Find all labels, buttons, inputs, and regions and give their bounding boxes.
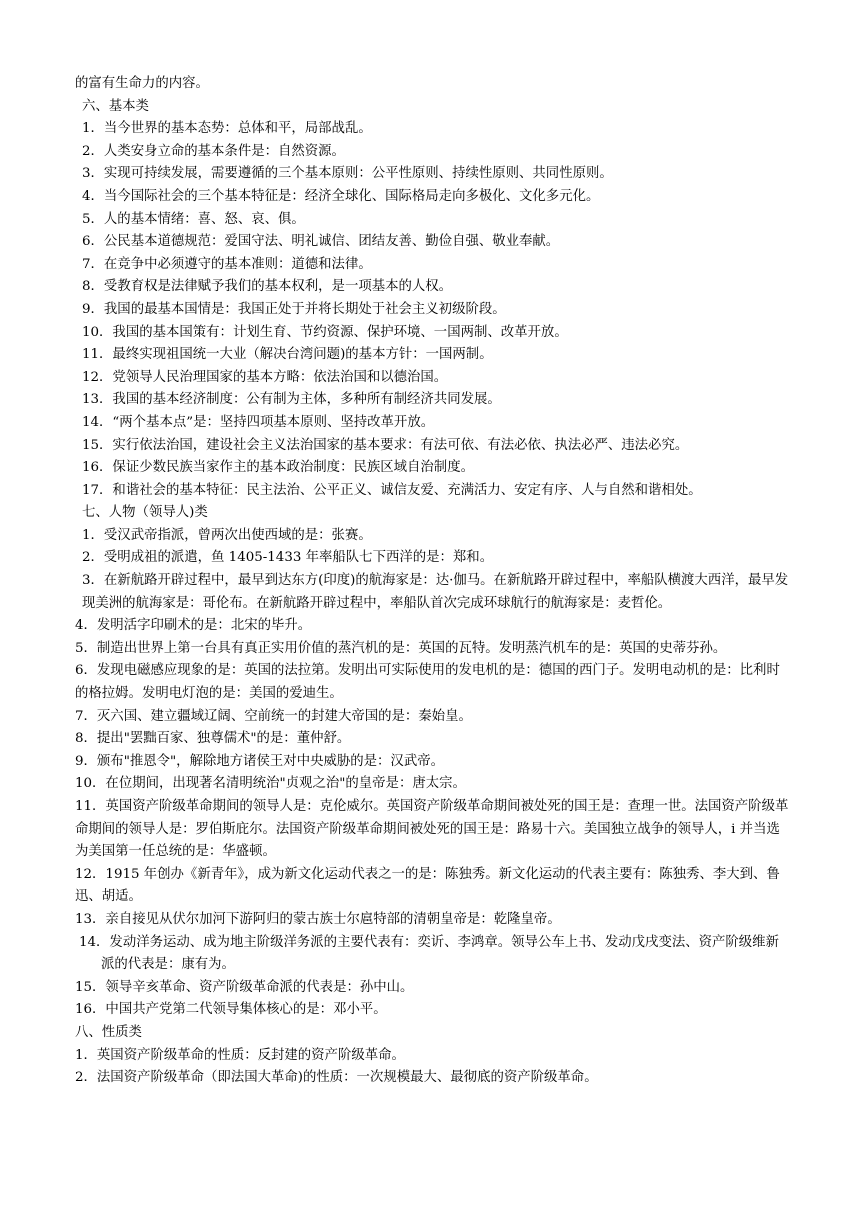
list-item: 4．发明活字印刷术的是：北宋的毕升。 bbox=[75, 618, 312, 634]
list-item: 14．“两个基本点”是：坚持四项基本原则、坚持改革开放。 bbox=[82, 414, 435, 430]
list-item: 2．受明成祖的派遣，鱼 1405-1433 年率船队七下西洋的是：郑和。 bbox=[82, 550, 494, 566]
list-item: 5．制造出世界上第一台具有真正实用价值的蒸汽机的是：英国的瓦特。发明蒸汽机车的是：英国的史蒂芬孙。 bbox=[75, 640, 727, 656]
document-page bbox=[75, 73, 791, 1090]
list-item: 16．保证少数民族当家作主的基本政治制度：民族区域自治制度。 bbox=[82, 460, 474, 476]
list-item: 10．我国的基本国策有：计划生育、节约资源、保护环境、一国两制、改革开放。 bbox=[82, 324, 568, 340]
section-heading: 六、基本类 bbox=[82, 98, 149, 114]
list-item: 3．在新航路开辟过程中，最早到达东方(印度)的航海家是：达·伽马。在新航路开辟过程中，率船队横渡大西洋，最早发现美洲的航海家是：哥伦布。在新航路开辟过程中，率船队首次完成环球航行的航海家是：麦哲伦。 bbox=[82, 573, 789, 611]
list-item: 10．在位期间，出现著名清明统治"贞观之治"的皇帝是：唐太宗。 bbox=[75, 776, 466, 792]
list-item: 7．在竞争中必须遵守的基本准则：道德和法律。 bbox=[82, 256, 372, 272]
list-item: 6．发现电磁感应现象的是：英国的法拉第。发明出可实际使用的发电机的是：德国的西门子。发明电动机的是：比利时的格拉姆。发明电灯泡的是：美国的爱迪生。 bbox=[75, 663, 780, 702]
list-item: 15．领导辛亥革命、资产阶级革命派的代表是：孙中山。 bbox=[75, 979, 414, 995]
list-item: 11．最终实现祖国统一大业（解决台湾问题)的基本方针：一国两制。 bbox=[82, 347, 493, 363]
list-item: 11．英国资产阶级革命期间的领导人是：克伦威尔。英国资产阶级革命期间被处死的国王是：查理一世。法国资产阶级革命期间的领导人是：罗伯斯庇尔。法国资产阶级革命期间被处死的国王是：路易十六。美国独立战争的领导人，i 并当选为美国第一任总统的是：华盛顿。 bbox=[75, 799, 789, 860]
list-item: 9．颁布"推恩令"，解除地方诸侯王对中央威胁的是：汉武帝。 bbox=[75, 753, 444, 769]
list-item: 14．发动洋务运动、成为地主阶级洋务派的主要代表有：奕䜣、李鸿章。领导公车上书、发动戊戌变法、资产阶级维新派的代表是：康有为。 bbox=[79, 934, 779, 973]
list-item: 15．实行依法治国，建设社会主义法治国家的基本要求：有法可依、有法必依、执法必严、违法必究。 bbox=[82, 437, 689, 453]
list-item: 1．当今世界的基本态势：总体和平，局部战乱。 bbox=[82, 121, 372, 137]
list-item: 7．灭六国、建立疆域辽阔、空前统一的封建大帝国的是：秦始皇。 bbox=[75, 708, 472, 724]
list-item: 3．实现可持续发展，需要遵循的三个基本原则：公平性原则、持续性原则、共同性原则。 bbox=[82, 166, 613, 182]
list-item: 9．我国的最基本国情是：我国正处于并将长期处于社会主义初级阶段。 bbox=[82, 301, 506, 317]
list-item: 16．中国共产党第二代领导集体核心的是：邓小平。 bbox=[75, 1002, 387, 1018]
list-item: 17．和谐社会的基本特征：民主法治、公平正义、诚信友爱、充满活力、安定有序、人与自然和谐相处。 bbox=[82, 482, 702, 498]
list-item: 5．人的基本情绪：喜、怒、哀、俱。 bbox=[82, 211, 305, 227]
list-item: 2．法国资产阶级革命（即法国大革命)的性质：一次规模最大、最彻底的资产阶级革命。 bbox=[75, 1070, 598, 1086]
section-heading: 八、性质类 bbox=[75, 1024, 142, 1040]
section-heading: 七、人物（领导人)类 bbox=[82, 505, 208, 521]
list-item: 4．当今国际社会的三个基本特征是：经济全球化、国际格局走向多极化、文化多元化。 bbox=[82, 188, 600, 204]
list-item: 1．受汉武帝指派，曾两次出使西域的是：张赛。 bbox=[82, 527, 372, 543]
text-line: 的富有生命力的内容。 bbox=[75, 76, 209, 91]
list-item: 8．受教育权是法律赋予我们的基本权利，是一项基本的人权。 bbox=[82, 279, 453, 295]
list-item: 12．1915 年创办《新青年》，成为新文化运动代表之一的是：陈独秀。新文化运动的代表主要有：陈独秀、李大到、鲁迅、胡适。 bbox=[75, 866, 780, 905]
list-item: 1．英国资产阶级革命的性质：反封建的资产阶级革命。 bbox=[75, 1047, 405, 1063]
list-item: 2．人类安身立命的基本条件是：自然资源。 bbox=[82, 143, 345, 159]
list-item: 13．亲自接见从伏尔加河下游阿归的蒙古族士尔扈特部的清朝皇帝是：乾隆皇帝。 bbox=[75, 911, 561, 927]
list-item: 12．党领导人民治理国家的基本方略：依法治国和以德治国。 bbox=[82, 369, 448, 385]
list-item: 6．公民基本道德规范：爱国守法、明礼诚信、团结友善、勤俭自强、敬业奉献。 bbox=[82, 234, 560, 250]
list-item: 8．提出"罢黜百家、独尊儒术"的是：董仲舒。 bbox=[75, 731, 351, 747]
list-item: 13．我国的基本经济制度：公有制为主体，多种所有制经济共同发展。 bbox=[82, 392, 501, 408]
